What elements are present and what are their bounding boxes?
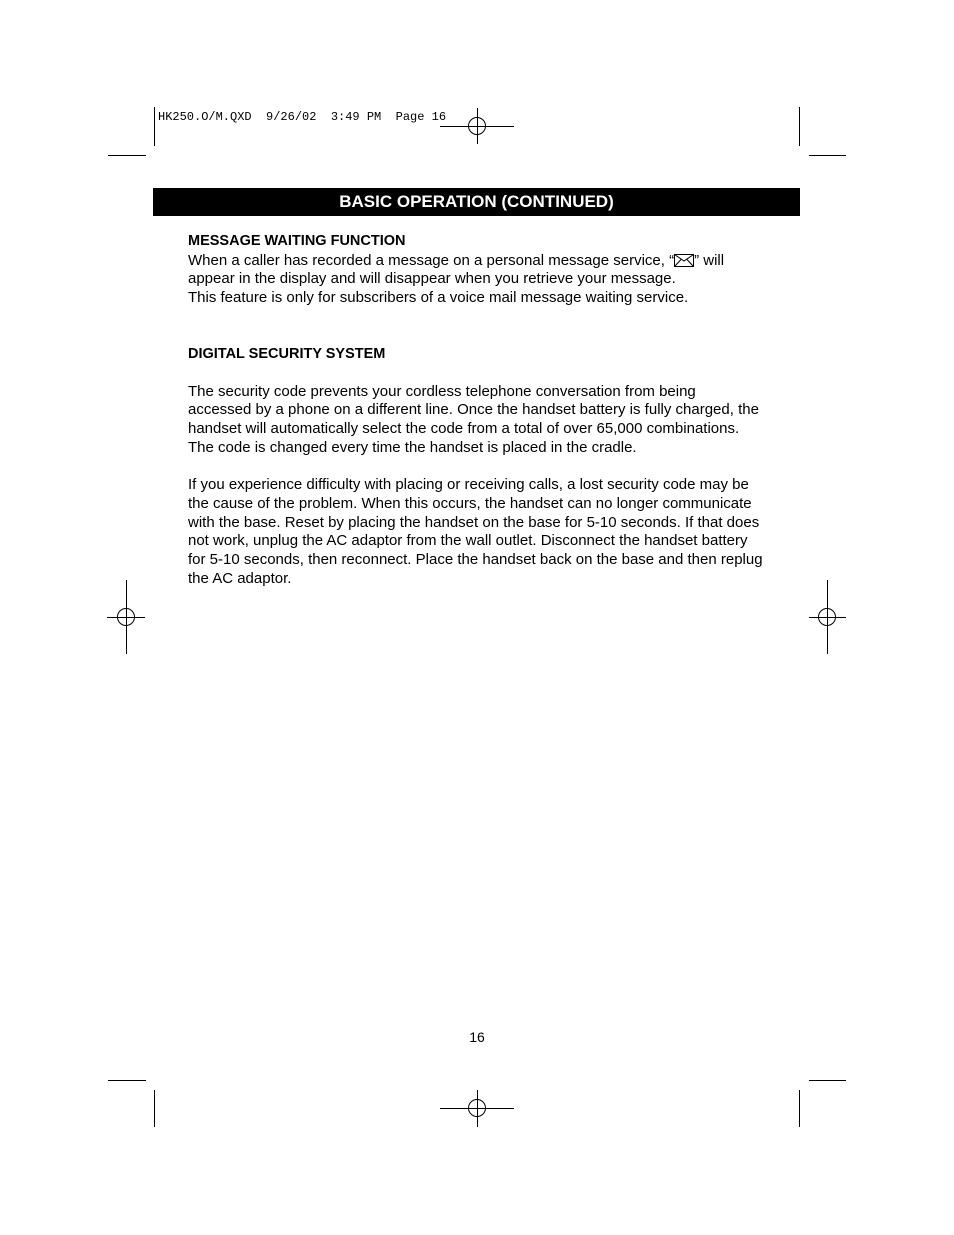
section-banner: BASIC OPERATION (CONTINUED)	[153, 188, 800, 216]
crop-mark	[799, 107, 800, 146]
paragraph: If you experience difficulty with placing or receiving calls, a lost security code may be the cause of the problem. When this occurs, the handset can no longer communicate with the base. Reset by placing the handset on the base for 5-10 seconds. If that does not work, unplug the AC adaptor from the wall outlet. Disconnect the handset battery for 5-10 seconds, then reconnect. Place the handset back on the base and then replug the AC adaptor.	[188, 476, 763, 587]
print-slug: HK250.O/M.QXD 9/26/02 3:49 PM Page 16	[158, 110, 447, 124]
crop-mark	[477, 1090, 478, 1127]
paragraph-text: When a caller has recorded a message on a personal message service, “	[188, 251, 675, 269]
page-number: 16	[469, 1029, 485, 1045]
paragraph: The security code prevents your cordless telephone conversation from being accessed by a phone on a different line. Once the handset battery is fully charged, the handset will automatically select the code from a total of over 65,000 combinations. The code is changed every time the handset is placed in the cradle.	[188, 382, 759, 456]
paragraph	[188, 252, 763, 308]
section-heading: MESSAGE WAITING FUNCTION	[188, 233, 406, 249]
crop-mark	[154, 107, 155, 146]
crop-mark	[809, 155, 846, 156]
paragraph-text: appear in the display and will disappear when you retrieve your message.	[188, 270, 676, 288]
crop-mark	[809, 1080, 846, 1081]
crop-mark	[108, 1080, 146, 1081]
crop-mark	[108, 155, 146, 156]
crop-mark	[126, 580, 127, 654]
section-heading: DIGITAL SECURITY SYSTEM	[188, 345, 386, 362]
paragraph-text: This feature is only for subscribers of a voice mail message waiting service.	[188, 289, 689, 307]
crop-mark	[154, 1090, 155, 1127]
paragraph-text: ” will	[694, 251, 725, 269]
crop-mark	[477, 108, 478, 144]
crop-mark	[827, 580, 828, 654]
envelope-icon	[674, 254, 694, 267]
crop-mark	[799, 1090, 800, 1127]
page-content	[188, 232, 763, 589]
